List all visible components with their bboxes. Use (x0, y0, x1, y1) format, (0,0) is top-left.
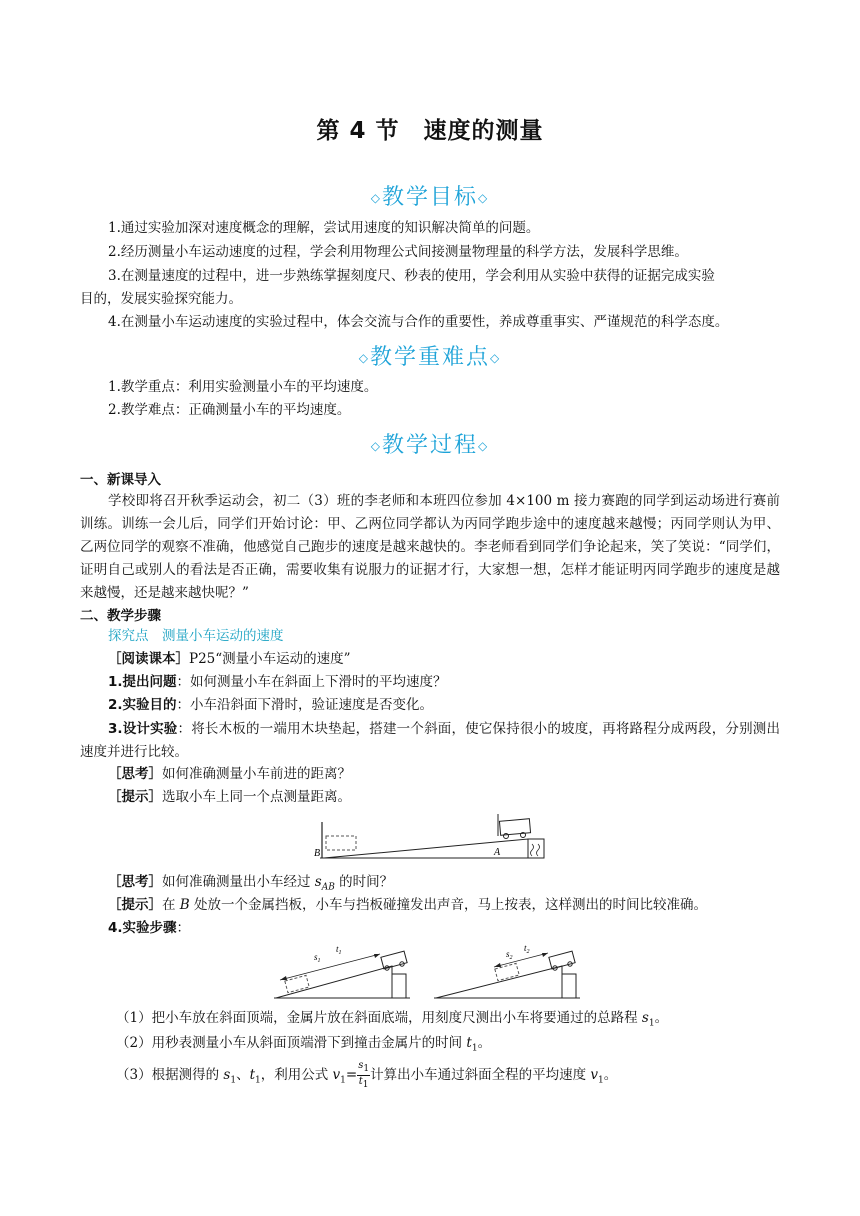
goal-1: 1.通过实验加深对速度概念的理解，尝试用速度的知识解决简单的问题。 (108, 220, 540, 236)
think-1: ［思考］如何准确测量小车前进的距离？ (108, 766, 351, 782)
formula-fraction: $\frac{s_1}{t_1}$ (358, 1060, 370, 1090)
intro-paragraph: 学校即将召开秋季运动会，初二（3）班的李老师和本班四位参加 4×100 m 接力赛跑的同学到运动场进行赛前训练。训练一会儿后，同学们开始讨论：甲、乙两位同学都认为丙同学跑步途中的速度越来越慢；丙同学则认为甲、乙两位同学的观察不准确，他感觉自己跑步的速度是越来越快的。李老师看到同学们争论起来，笑了笑说：“同学们，证明自己或别人的看法是否正确，需要收集有说服力的证据才行，大家想一想，怎样才能证明丙同学跑步的速度是越来越慢，还是越来越快呢？” (80, 493, 780, 601)
diamond-icon: ◇ (490, 351, 502, 365)
page-title: 第 4 节 速度的测量 (316, 118, 544, 144)
question-1: 1.提出问题：如何测量小车在斜面上下滑时的平均速度？ (108, 674, 447, 690)
goal-2: 2.经历测量小车运动速度的过程，学会利用物理公式间接测量物理量的科学方法，发展科学思维。 (108, 244, 688, 260)
goal-4: 4.在测量小车运动速度的实验过程中，体会交流与合作的重要性，养成尊重事实、严谨规范的科学态度。 (108, 314, 729, 330)
step-4: 4.实验步骤： (108, 920, 191, 936)
diamond-icon: ◇ (478, 439, 490, 453)
section-heading-difficulty: ◇教学重难点◇ (358, 345, 502, 370)
diamond-icon: ◇ (370, 439, 382, 453)
steps-heading: 二、教学步骤 (80, 608, 161, 624)
svg-text:t2: $t_2$ (524, 943, 530, 955)
label-s2: s (506, 949, 510, 959)
label-t1: t (336, 944, 339, 954)
goal-3a: 3.在测量速度的过程中，进一步熟练掌握刻度尺、秒表的使用，学会利用从实验中获得的证据完成实验 (108, 268, 715, 284)
incline-figure (310, 812, 550, 862)
explore-point: 探究点 测量小车运动的速度 (108, 628, 284, 644)
procedure-3: （3）根据测得的 $s_1$、$t_1$，利用公式 $v_1=$ $\frac{s_1}{t_1}$ 计算出小车通过斜面全程的平均速度 $v_1$。 (116, 1060, 618, 1090)
hint-2: ［提示］在 B 处放一个金属挡板，小车与挡板碰撞发出声音，马上按表，这样测出的时间比较准确。 (108, 897, 708, 913)
difficulty-1: 1.教学重点：利用实验测量小车的平均速度。 (108, 379, 378, 395)
svg-text:t1: $t_1$ (336, 944, 342, 956)
section-heading-process: ◇教学过程◇ (370, 433, 490, 458)
full-incline-figure (270, 940, 415, 1002)
half-incline-figure (430, 940, 585, 1002)
section-heading-goals: ◇教学目标◇ (370, 185, 490, 210)
read-textbook: ［阅读课本］P25“测量小车运动的速度” (108, 651, 351, 667)
intro-heading: 一、新课导入 (80, 472, 161, 488)
think-2: ［思考］如何准确测量出小车经过 $s_{AB}$ 的时间？ (108, 874, 394, 893)
diamond-icon: ◇ (370, 191, 382, 205)
procedure-2: （2）用秒表测量小车从斜面顶端滑下到撞击金属片的时间 $t_1$。 (116, 1035, 492, 1054)
goal-3b: 目的，发展实验探究能力。 (80, 291, 242, 307)
svg-text:s1: $s_1$ (314, 952, 321, 964)
label-a: A (494, 847, 501, 858)
hint-1: ［提示］选取小车上同一个点测量距离。 (108, 789, 351, 805)
question-3: 3.设计实验：将长木板的一端用木块垫起，搭建一个斜面，使它保持很小的坡度，再将路程分成两段，分别测出速度并进行比较。 (80, 721, 780, 760)
label-t2: t (524, 943, 527, 953)
label-b: B (314, 848, 321, 859)
diamond-icon: ◇ (358, 351, 370, 365)
svg-text:s2: $s_2$ (506, 949, 513, 961)
procedure-1: （1）把小车放在斜面顶端，金属片放在斜面底端，用刻度尺测出小车将要通过的总路程 $s_1$。 (116, 1010, 669, 1029)
question-2: 2.实验目的：小车沿斜面下滑时，验证速度是否变化。 (108, 697, 434, 713)
difficulty-2: 2.教学难点：正确测量小车的平均速度。 (108, 402, 351, 418)
diamond-icon: ◇ (478, 191, 490, 205)
label-s1: s (314, 952, 318, 962)
